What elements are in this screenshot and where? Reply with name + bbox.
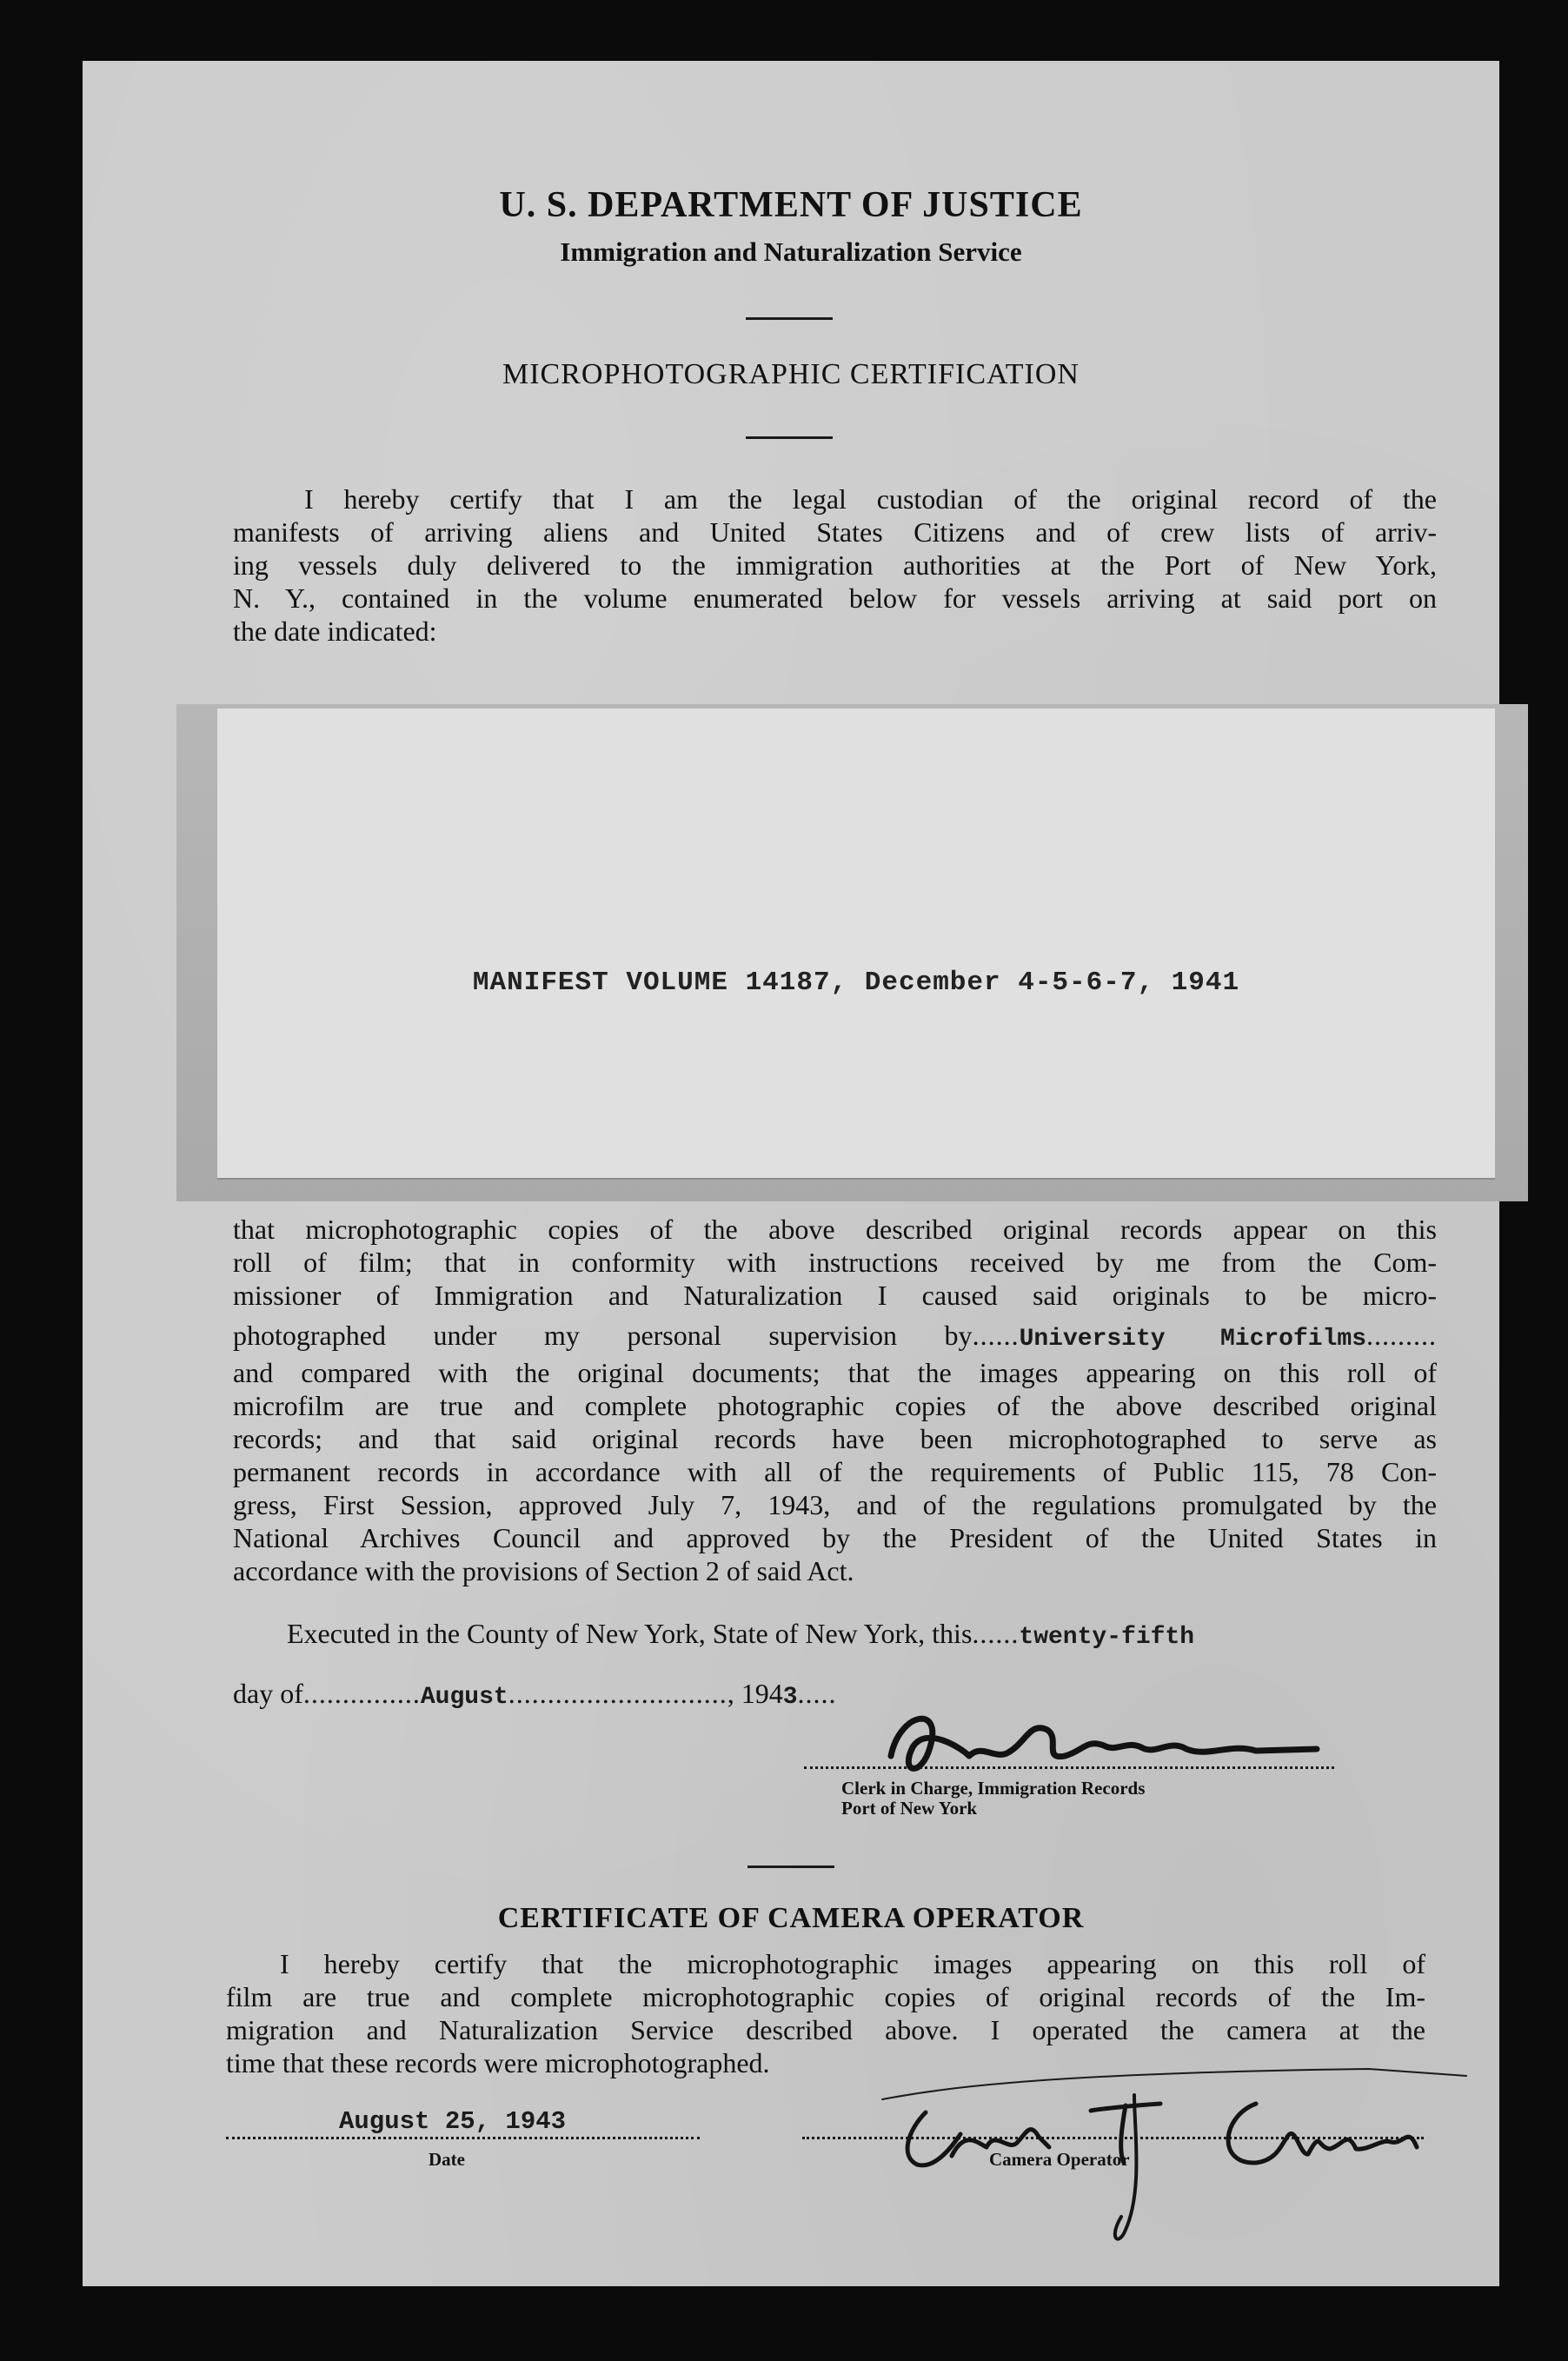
body-paragraph: [233, 1213, 1437, 1587]
certificate-page: [83, 61, 1499, 2286]
supervision-value: University Microfilms: [1019, 1326, 1367, 1353]
body-line: records; and that said original records have been microphotographed to serve as: [233, 1423, 1437, 1454]
executed-line: [233, 1617, 1437, 1654]
executed-day: twenty-fifth: [1019, 1624, 1195, 1651]
executed-text: Executed in the County of New York, State of New York, this: [287, 1618, 973, 1649]
supervision-text: photographed under my personal supervision by: [233, 1320, 973, 1351]
operator-signature: [847, 2060, 1473, 2260]
camera-line: migration and Naturalization Service described above. I operated the camera at the: [226, 2014, 1425, 2045]
heading-divider: [746, 317, 833, 320]
clerk-title-line1: Clerk in Charge, Immigration Records: [841, 1778, 1146, 1799]
year-prefix: , 194: [727, 1678, 783, 1709]
body-line: and compared with the original documents; that the images appearing on this roll of: [233, 1357, 1437, 1388]
agency-heading: U. S. DEPARTMENT OF JUSTICE: [499, 185, 1083, 225]
camera-date-value: August 25, 1943: [339, 2107, 567, 2136]
camera-line: film are true and complete microphotographic copies of original records of the Im-: [226, 1981, 1425, 2012]
intro-line: N. Y., contained in the volume enumerated below for vessels arriving at said port on: [233, 582, 1437, 614]
body-line: missioner of Immigration and Naturalization I caused said originals to be micro-: [233, 1280, 1437, 1311]
dot-leader: ............................: [508, 1678, 728, 1709]
clerk-title-line2: Port of New York: [841, 1798, 978, 1819]
executed-month: August: [420, 1684, 508, 1711]
camera-section-title: CERTIFICATE OF CAMERA OPERATOR: [497, 1902, 1085, 1934]
intro-line: I hereby certify that I am the legal custodian of the original record of the: [304, 483, 1437, 515]
day-of-label: day of: [233, 1678, 303, 1709]
intro-line: the date indicated:: [233, 615, 437, 647]
volume-card: [217, 708, 1495, 1178]
body-line: accordance with the provisions of Section 2 of said Act.: [233, 1555, 854, 1586]
intro-line: ing vessels duly delivered to the immigration authorities at the Port of New York,: [233, 549, 1437, 581]
operator-label: Camera Operator: [989, 2149, 1130, 2170]
dot-leader: ......: [972, 1320, 1020, 1351]
body-line: gress, First Session, approved July 7, 1943, and of the regulations promulgated by the: [233, 1489, 1437, 1520]
service-subheading: Immigration and Naturalization Service: [560, 236, 1022, 267]
intro-paragraph: [233, 482, 1437, 648]
dot-leader: ...............: [302, 1678, 421, 1709]
volume-card-text: MANIFEST VOLUME 14187, December 4-5-6-7, 1941: [472, 968, 1240, 998]
dot-leader: .....: [797, 1678, 837, 1709]
year-digit: 3: [782, 1684, 798, 1711]
body-line: that microphotographic copies of the above described original records appear on this: [233, 1214, 1437, 1245]
body-line: National Archives Council and approved by the President of the United States in: [233, 1522, 1437, 1553]
camera-divider: [747, 1866, 834, 1868]
date-label: Date: [429, 2149, 465, 2170]
certification-title: MICROPHOTOGRAPHIC CERTIFICATION: [502, 358, 1080, 390]
date-signature-line: [226, 2137, 700, 2139]
camera-line: time that these records were microphotographed.: [226, 2047, 770, 2078]
body-line: permanent records in accordance with all of the requirements of Public 115, 78 Con-: [233, 1456, 1437, 1487]
camera-line: I hereby certify that the microphotographic images appearing on this roll of: [280, 1948, 1425, 1979]
intro-line: manifests of arriving aliens and United States Citizens and of crew lists of arriv-: [233, 516, 1437, 548]
dot-leader: .........: [1366, 1320, 1438, 1351]
body-line: roll of film; that in conformity with instructions received by me from the Com-: [233, 1247, 1437, 1278]
body-line: microfilm are true and complete photographic copies of the above described original: [233, 1390, 1437, 1421]
title-divider: [746, 436, 833, 439]
supervision-line: [233, 1319, 1437, 1356]
dot-leader: ......: [972, 1618, 1020, 1649]
clerk-signature: [865, 1695, 1334, 1791]
